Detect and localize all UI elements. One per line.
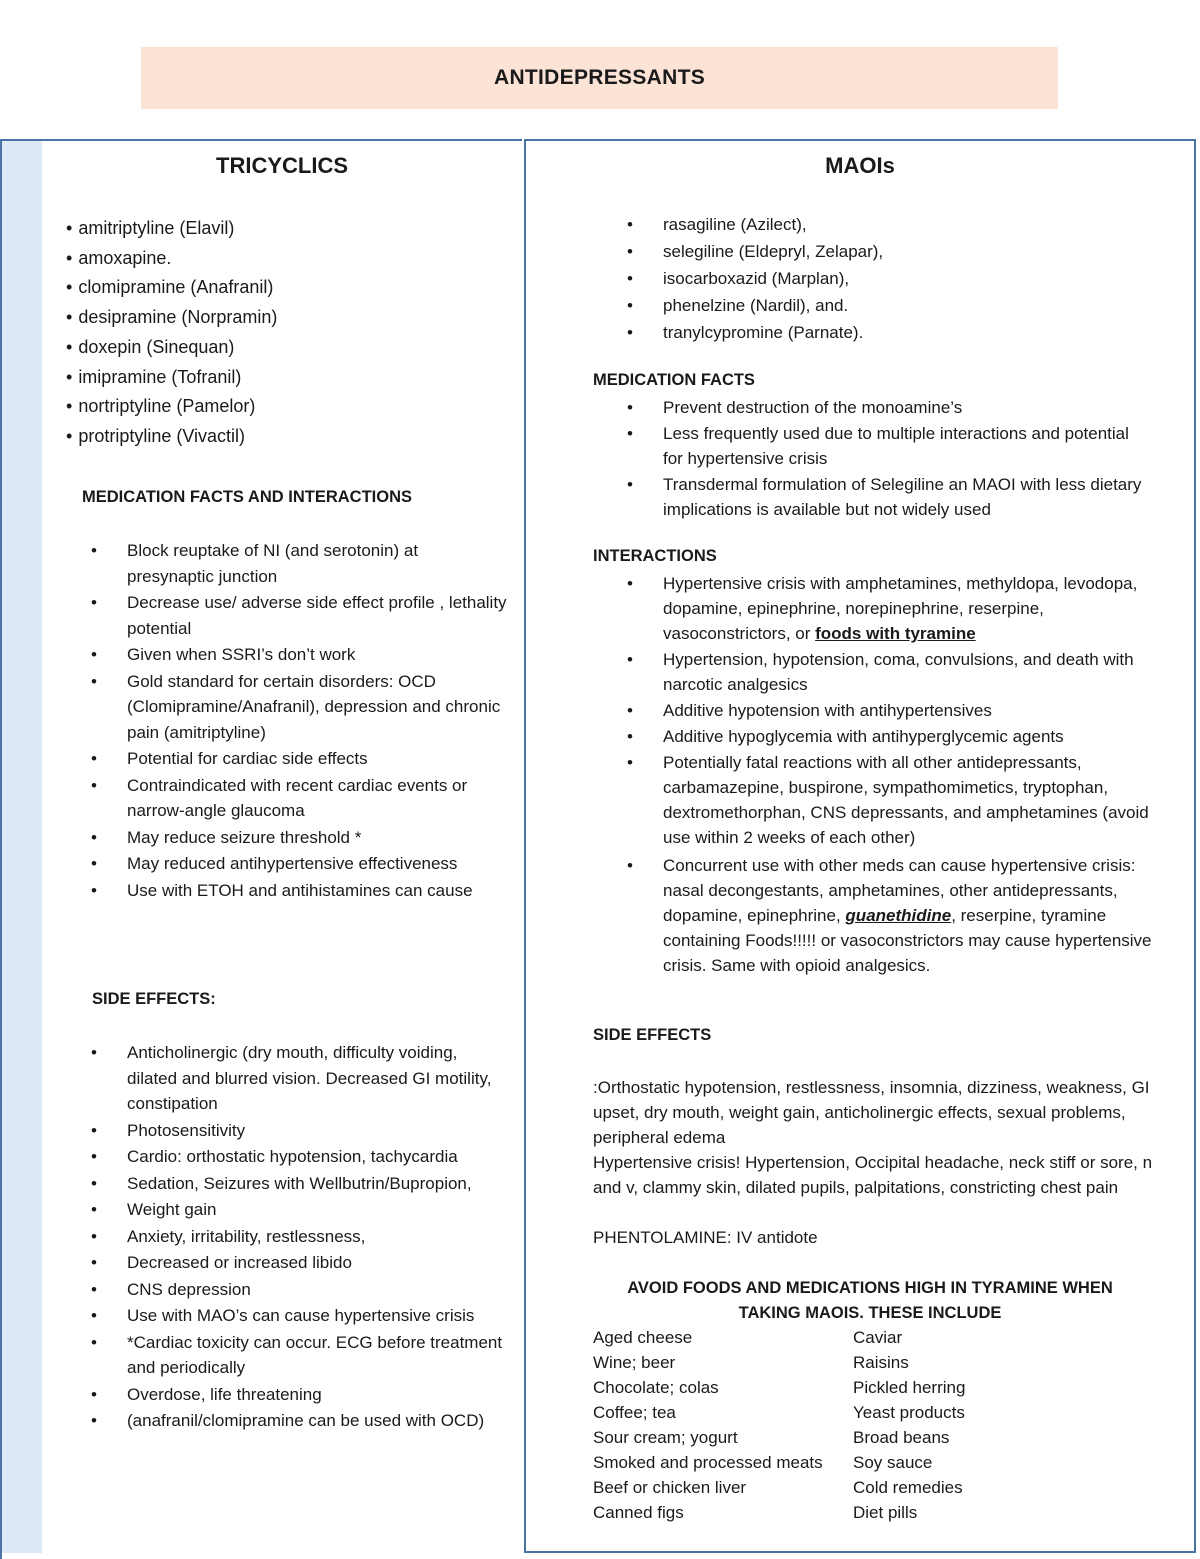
tyramine-food-table: [593, 1325, 965, 1525]
food-cell: Cold remedies: [853, 1478, 963, 1497]
maois-facts-heading: MEDICATION FACTS: [593, 371, 755, 389]
list-item: • Given when SSRI’s don’t work: [127, 642, 507, 668]
list-item: • phenelzine (Nardil), and.: [663, 293, 1163, 319]
list-item: • Block reuptake of NI (and serotonin) at presynaptic junction: [127, 538, 507, 589]
list-item: • *Cardiac toxicity can occur. ECG before treatment and periodically: [127, 1330, 507, 1381]
list-item: [663, 571, 1153, 646]
list-item: • Additive hypotension with antihypertensives: [663, 698, 1153, 723]
tricyclics-heading: TRICYCLICS: [216, 153, 348, 178]
list-item: • amitriptyline (Elavil): [66, 214, 277, 244]
list-item: • Contraindicated with recent cardiac events or narrow-angle glaucoma: [127, 773, 507, 824]
food-cell: Diet pills: [853, 1503, 918, 1522]
list-item: • Weight gain: [127, 1197, 507, 1223]
maois-side-text-2: Hypertensive crisis! Hypertension, Occipital headache, neck stiff or sore, n and v, clammy skin, dilated pupils, palpitations, constricting chest pain: [593, 1153, 1153, 1197]
interaction-text: Concurrent use with other meds can cause hypertensive crisis: nasal decongestants, amphetamines, other antidepressants, dopamine, epinephrine,: [663, 856, 1136, 925]
list-item: • tranylcypromine (Parnate).: [663, 320, 1163, 346]
list-item: • selegiline (Eldepryl, Zelapar),: [663, 239, 1163, 265]
list-item: • rasagiline (Azilect),: [663, 212, 1163, 238]
food-cell: Smoked and processed meats: [593, 1453, 823, 1472]
list-item: • Hypertension, hypotension, coma, convulsions, and death with narcotic analgesics: [663, 647, 1153, 697]
list-item: • May reduced antihypertensive effectiveness: [127, 851, 507, 877]
list-item: • Potential for cardiac side effects: [127, 746, 507, 772]
tricyclics-facts-list: [127, 538, 507, 904]
list-item: • isocarboxazid (Marplan),: [663, 266, 1163, 292]
list-item: • desipramine (Norpramin): [66, 303, 277, 333]
table-row: [593, 1500, 965, 1525]
tricyclics-side-effects-list: [127, 1040, 507, 1435]
list-item: • Decreased or increased libido: [127, 1250, 507, 1276]
tyramine-emphasis: foods with tyramine: [815, 624, 976, 643]
maois-side-text-1: :Orthostatic hypotension, restlessness, insomnia, dizziness, weakness, GI upset, dry mouth, weight gain, anticholinergic effects, sexual problems, peripheral edema: [593, 1078, 1150, 1147]
list-item: • Anticholinergic (dry mouth, difficulty voiding, dilated and blurred vision. Decreased GI motility, constipation: [127, 1040, 507, 1117]
table-row: [593, 1425, 965, 1450]
list-item: • Cardio: orthostatic hypotension, tachycardia: [127, 1144, 507, 1170]
list-item: • Prevent destruction of the monoamine’s: [663, 395, 1153, 420]
list-item: • Decrease use/ adverse side effect profile , lethality potential: [127, 590, 507, 641]
list-item: • Transdermal formulation of Selegiline an MAOI with less dietary implications is available but not widely used: [663, 472, 1153, 522]
list-item: • imipramine (Tofranil): [66, 363, 277, 393]
food-cell: Coffee; tea: [593, 1403, 676, 1422]
maois-side-heading: SIDE EFFECTS: [593, 1026, 712, 1044]
tricyclics-facts-heading: MEDICATION FACTS AND INTERACTIONS: [82, 488, 412, 506]
food-cell: Caviar: [853, 1328, 903, 1347]
tricyclics-side-heading: SIDE EFFECTS:: [92, 990, 216, 1008]
maois-heading: MAOIs: [825, 153, 895, 178]
table-row: [593, 1475, 965, 1500]
maois-facts-list: [663, 395, 1153, 523]
list-item: • Photosensitivity: [127, 1118, 507, 1144]
food-cell: Yeast products: [853, 1403, 965, 1422]
list-item: • Use with ETOH and antihistamines can cause: [127, 878, 507, 904]
page-title-text: ANTIDEPRESSANTS: [493, 66, 706, 89]
table-row: [593, 1325, 965, 1350]
table-row: [593, 1350, 965, 1375]
food-cell: Pickled herring: [853, 1378, 966, 1397]
interaction-text: Hypertensive crisis with amphetamines, methyldopa, levodopa, dopamine, epinephrine, norepinephrine, reserpine, vasoconstrictors, or: [663, 574, 1138, 643]
guanethidine-emphasis: guanethidine: [845, 906, 952, 925]
table-row: [593, 1375, 965, 1400]
maois-interactions-list: [663, 571, 1153, 979]
table-row: [593, 1400, 965, 1425]
interaction-text: , reserpine, tyramine containing Foods!!!!! or vasoconstrictors may cause hypertensive crisis. Same with opioid analgesics.: [663, 906, 1152, 975]
list-item: • amoxapine.: [66, 244, 277, 274]
maois-side-text-3: PHENTOLAMINE: IV antidote: [593, 1228, 818, 1247]
list-item: • Additive hypoglycemia with antihyperglycemic agents: [663, 724, 1153, 749]
list-item: • protriptyline (Vivactil): [66, 422, 277, 452]
food-cell: Raisins: [853, 1353, 909, 1372]
tricyclics-drug-list: [66, 214, 277, 452]
table-row: [593, 1450, 965, 1475]
list-item: • (anafranil/clomipramine can be used with OCD): [127, 1408, 507, 1434]
list-item: • Less frequently used due to multiple interactions and potential for hypertensive crisis: [663, 421, 1153, 471]
food-cell: Sour cream; yogurt: [593, 1428, 738, 1447]
list-item: • Gold standard for certain disorders: OCD (Clomipramine/Anafranil), depression and chronic pain (amitriptyline): [127, 669, 507, 746]
list-item: • Sedation, Seizures with Wellbutrin/Bupropion,: [127, 1171, 507, 1197]
food-cell: Aged cheese: [593, 1328, 693, 1347]
list-item: • clomipramine (Anafranil): [66, 273, 277, 303]
maois-drug-list: [663, 212, 1163, 347]
list-item: • CNS depression: [127, 1277, 507, 1303]
food-cell: Wine; beer: [593, 1353, 676, 1372]
list-item: • Potentially fatal reactions with all other antidepressants, carbamazepine, buspirone, sympathomimetics, tryptophan, dextromethorphan, CNS depressants, and amphetamines (avoid use within 2 weeks of each other): [663, 750, 1153, 850]
list-item: • Anxiety, irritability, restlessness,: [127, 1224, 507, 1250]
tricyclics-side-strip: [2, 141, 42, 1553]
list-item: • Overdose, life threatening: [127, 1382, 507, 1408]
page-title: [141, 47, 1058, 109]
list-item: • nortriptyline (Pamelor): [66, 392, 277, 422]
food-cell: Beef or chicken liver: [593, 1478, 747, 1497]
food-cell: Broad beans: [853, 1428, 950, 1447]
food-cell: Soy sauce: [853, 1453, 933, 1472]
list-item: • doxepin (Sinequan): [66, 333, 277, 363]
list-item: [663, 853, 1153, 978]
tyramine-avoid-heading: AVOID FOODS AND MEDICATIONS HIGH IN TYRAMINE WHEN TAKING MAOIS. THESE INCLUDE: [627, 1279, 1113, 1322]
list-item: • Use with MAO’s can cause hypertensive crisis: [127, 1303, 507, 1329]
food-cell: Chocolate; colas: [593, 1378, 719, 1397]
maois-interactions-heading: INTERACTIONS: [593, 547, 717, 565]
list-item: • May reduce seizure threshold *: [127, 825, 507, 851]
food-cell: Canned figs: [593, 1503, 684, 1522]
